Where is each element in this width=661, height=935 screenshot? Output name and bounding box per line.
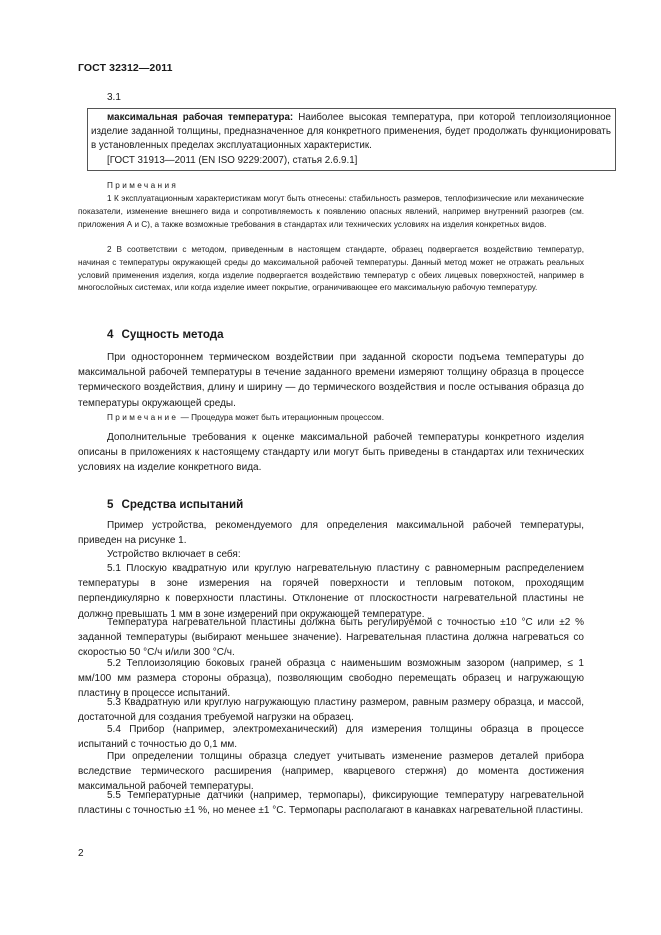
item-5-3: 5.3 Квадратную или круглую нагружающую пластину размером, равным размеру образца, и массой, достаточной для создания требуемой нагрузки на образец. [78,697,584,724]
item-5-2: 5.2 Теплоизоляцию боковых граней образца с наименьшим возможным зазором (например, ≤ 1 мм/100 мм размера стороны образца), позволяющим свободно перемещать образец и нагружающую пластину в процессе испытаний. [78,658,584,700]
item-5-4-continued: При определении толщины образца следует учитывать изменение размеров деталей прибора вследствие термического расширения (например, кварцевого стержня) до момента достижения максимальной рабочей температуры. [78,751,584,793]
notes-title: Примечания [107,181,179,190]
definition-text [91,111,611,168]
note-2: 2 В соответствии с методом, приведенным в настоящем стандарте, образец подвергается воздействию температур, начиная с температуры окружающей среды до максимальной рабочей температуры. Данный метод может не отражать реальных условий применения изделия, когда изделие подвергается воздействию температур с обеих лицевых поверхностей, например в многослойных системах, или когда изделие имеет покрытие, ограничивающее его максимальную рабочую температуру. [78,245,584,293]
item-5-4: 5.4 Прибор (например, электромеханический) для измерения толщины образца в процессе испытаний с точностью до 0,1 мм. [78,724,584,751]
page-number: 2 [78,848,84,859]
item-5-1-continued: Температура нагревательной пластины должна быть регулируемой с точностью ±10 °С или ±2 % заданной температуры (выбирают меньшее значение). Нагревательная пластина должна нагреваться со скоростью 50 °С/ч и/или 300 °С/ч. [78,617,584,659]
document-code: ГОСТ 32312—2011 [78,62,173,74]
definition-term: максимальная рабочая температура: [107,112,294,123]
section-4-paragraph-1: При одностороннем термическом воздействии при заданной скорости подъема температуры до максимальной рабочей температуры в течение заданного времени измеряют толщину образца в процессе термического воздействия, длину и ширину — до термического воздействия и после остывания образца до температуры окружающей среды. [78,352,584,409]
section-4-heading: 4 Сущность метода [107,328,224,341]
definition-body: Наиболее высокая температура, при которой теплоизоляционное изделие заданной толщины, предназначенное для конкретного применения, будет продолжать функционировать в установленных пределах эксплуатационных характеристик. [91,112,611,152]
item-5-1: 5.1 Плоскую квадратную или круглую нагревательную пластину с равномерным распределением температуры в зоне измерения на горячей поверхности и тепловым потоком, проходящим перпендикулярно к поверхности пластины. Отклонение от плоскостности нагревательной пластины не должно превышать 1 мм в зоне измерений при окружающей температуре. [78,563,584,620]
definition-number: 3.1 [107,92,121,103]
item-5-5: 5.5 Температурные датчики (например, термопары), фиксирующие температуру нагревательной пластины с точностью ±1 %, но менее ±1 °С. Термопары располагают в канавках нагревательной пластины. [78,790,584,817]
definition-reference: [ГОСТ 31913—2011 (EN ISO 9229:2007), статья 2.6.9.1] [107,154,358,166]
note-1: 1 К эксплуатационным характеристикам могут быть отнесены: стабильность размеров, теплофизические или механические показатели, изменение внешнего вида и сопротивляемость к появлению опасных явлений, например внутренний разогрев (см. приложения А и С), а также возможные требования в стандартах или технических условиях на изделия конкретных видов. [78,194,584,229]
section-5-heading: 5 Средства испытаний [107,498,244,511]
section-5-includes: Устройство включает в себя: [107,549,241,560]
section-5-intro: Пример устройства, рекомендуемого для определения максимальной рабочей температуры, приведен на рисунке 1. [78,520,584,547]
section-4-paragraph-2: Дополнительные требования к оценке максимальной рабочей температуры конкретного изделия описаны в приложениях к настоящему стандарту или могут быть приведены в стандартах или технических условиях на изделие конкретного вида. [78,432,584,474]
section-4-note: Примечание — Процедура может быть итерационным процессом. [107,413,384,422]
